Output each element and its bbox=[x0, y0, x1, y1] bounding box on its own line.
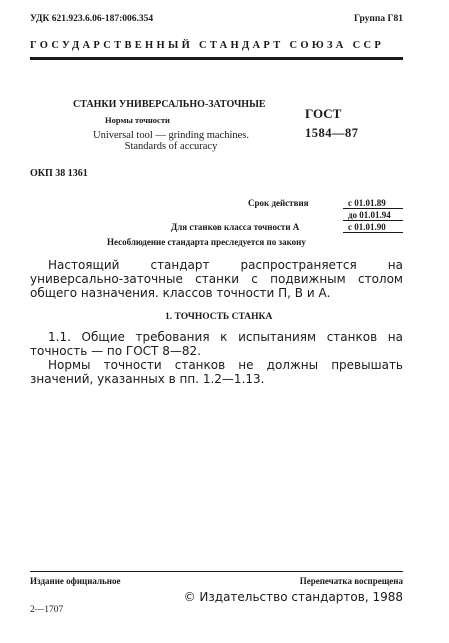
footer-rule bbox=[30, 571, 403, 572]
validity-from: с 01.01.89 bbox=[348, 198, 386, 208]
title-ru: СТАНКИ УНИВЕРСАЛЬНО-ЗАТОЧНЫЕ bbox=[73, 99, 266, 110]
group-code: Группа Г81 bbox=[354, 14, 403, 24]
class-a-label: Для станков класса точности А bbox=[171, 222, 300, 232]
legal-notice: Несоблюдение стандарта преследуется по закону bbox=[107, 237, 306, 247]
section-heading: 1. ТОЧНОСТЬ СТАНКА bbox=[165, 312, 273, 322]
page-code: 2—1707 bbox=[30, 605, 64, 615]
state-standard-banner: ГОСУДАРСТВЕННЫЙ СТАНДАРТ СОЮЗА ССР bbox=[30, 40, 385, 51]
reprint-notice: Перепечатка воспрещена bbox=[299, 576, 403, 586]
header-rule bbox=[30, 57, 403, 60]
subtitle-ru: Нормы точности bbox=[105, 115, 170, 125]
udk-code: УДК 621.923.6.06-187:006.354 bbox=[30, 14, 154, 24]
copyright-line: © Издательство стандартов, 1988 bbox=[183, 590, 403, 604]
class-a-from: с 01.01.90 bbox=[348, 222, 386, 232]
section-paragraph-1: 1.1. Общие требования к испытаниям станков на точность — по ГОСТ 8—82. bbox=[30, 330, 403, 358]
title-en-line2: Standards of accuracy bbox=[124, 141, 218, 152]
section-paragraph-2: Нормы точности станков не должны превышать значений, указанных в пп. 1.2—1.13. bbox=[30, 358, 403, 386]
intro-paragraph: Настоящий стандарт распространяется на универсально-заточные станки с подвижным столом общего назначения. классов точности П, В и А. bbox=[30, 258, 403, 300]
title-en bbox=[76, 130, 266, 152]
validity-until: до 01.01.94 bbox=[348, 210, 391, 220]
gost-label: ГОСТ bbox=[305, 106, 342, 121]
official-edition: Издание официальное bbox=[30, 576, 121, 586]
validity-rule-2 bbox=[343, 220, 403, 221]
okp-code: ОКП 38 1361 bbox=[30, 168, 88, 179]
validity-rule-3 bbox=[343, 232, 403, 233]
validity-rule-1 bbox=[343, 208, 403, 209]
validity-term-label: Срок действия bbox=[248, 198, 309, 208]
title-en-line1: Universal tool — grinding machines. bbox=[92, 130, 249, 141]
gost-number: 1584—87 bbox=[305, 126, 359, 140]
